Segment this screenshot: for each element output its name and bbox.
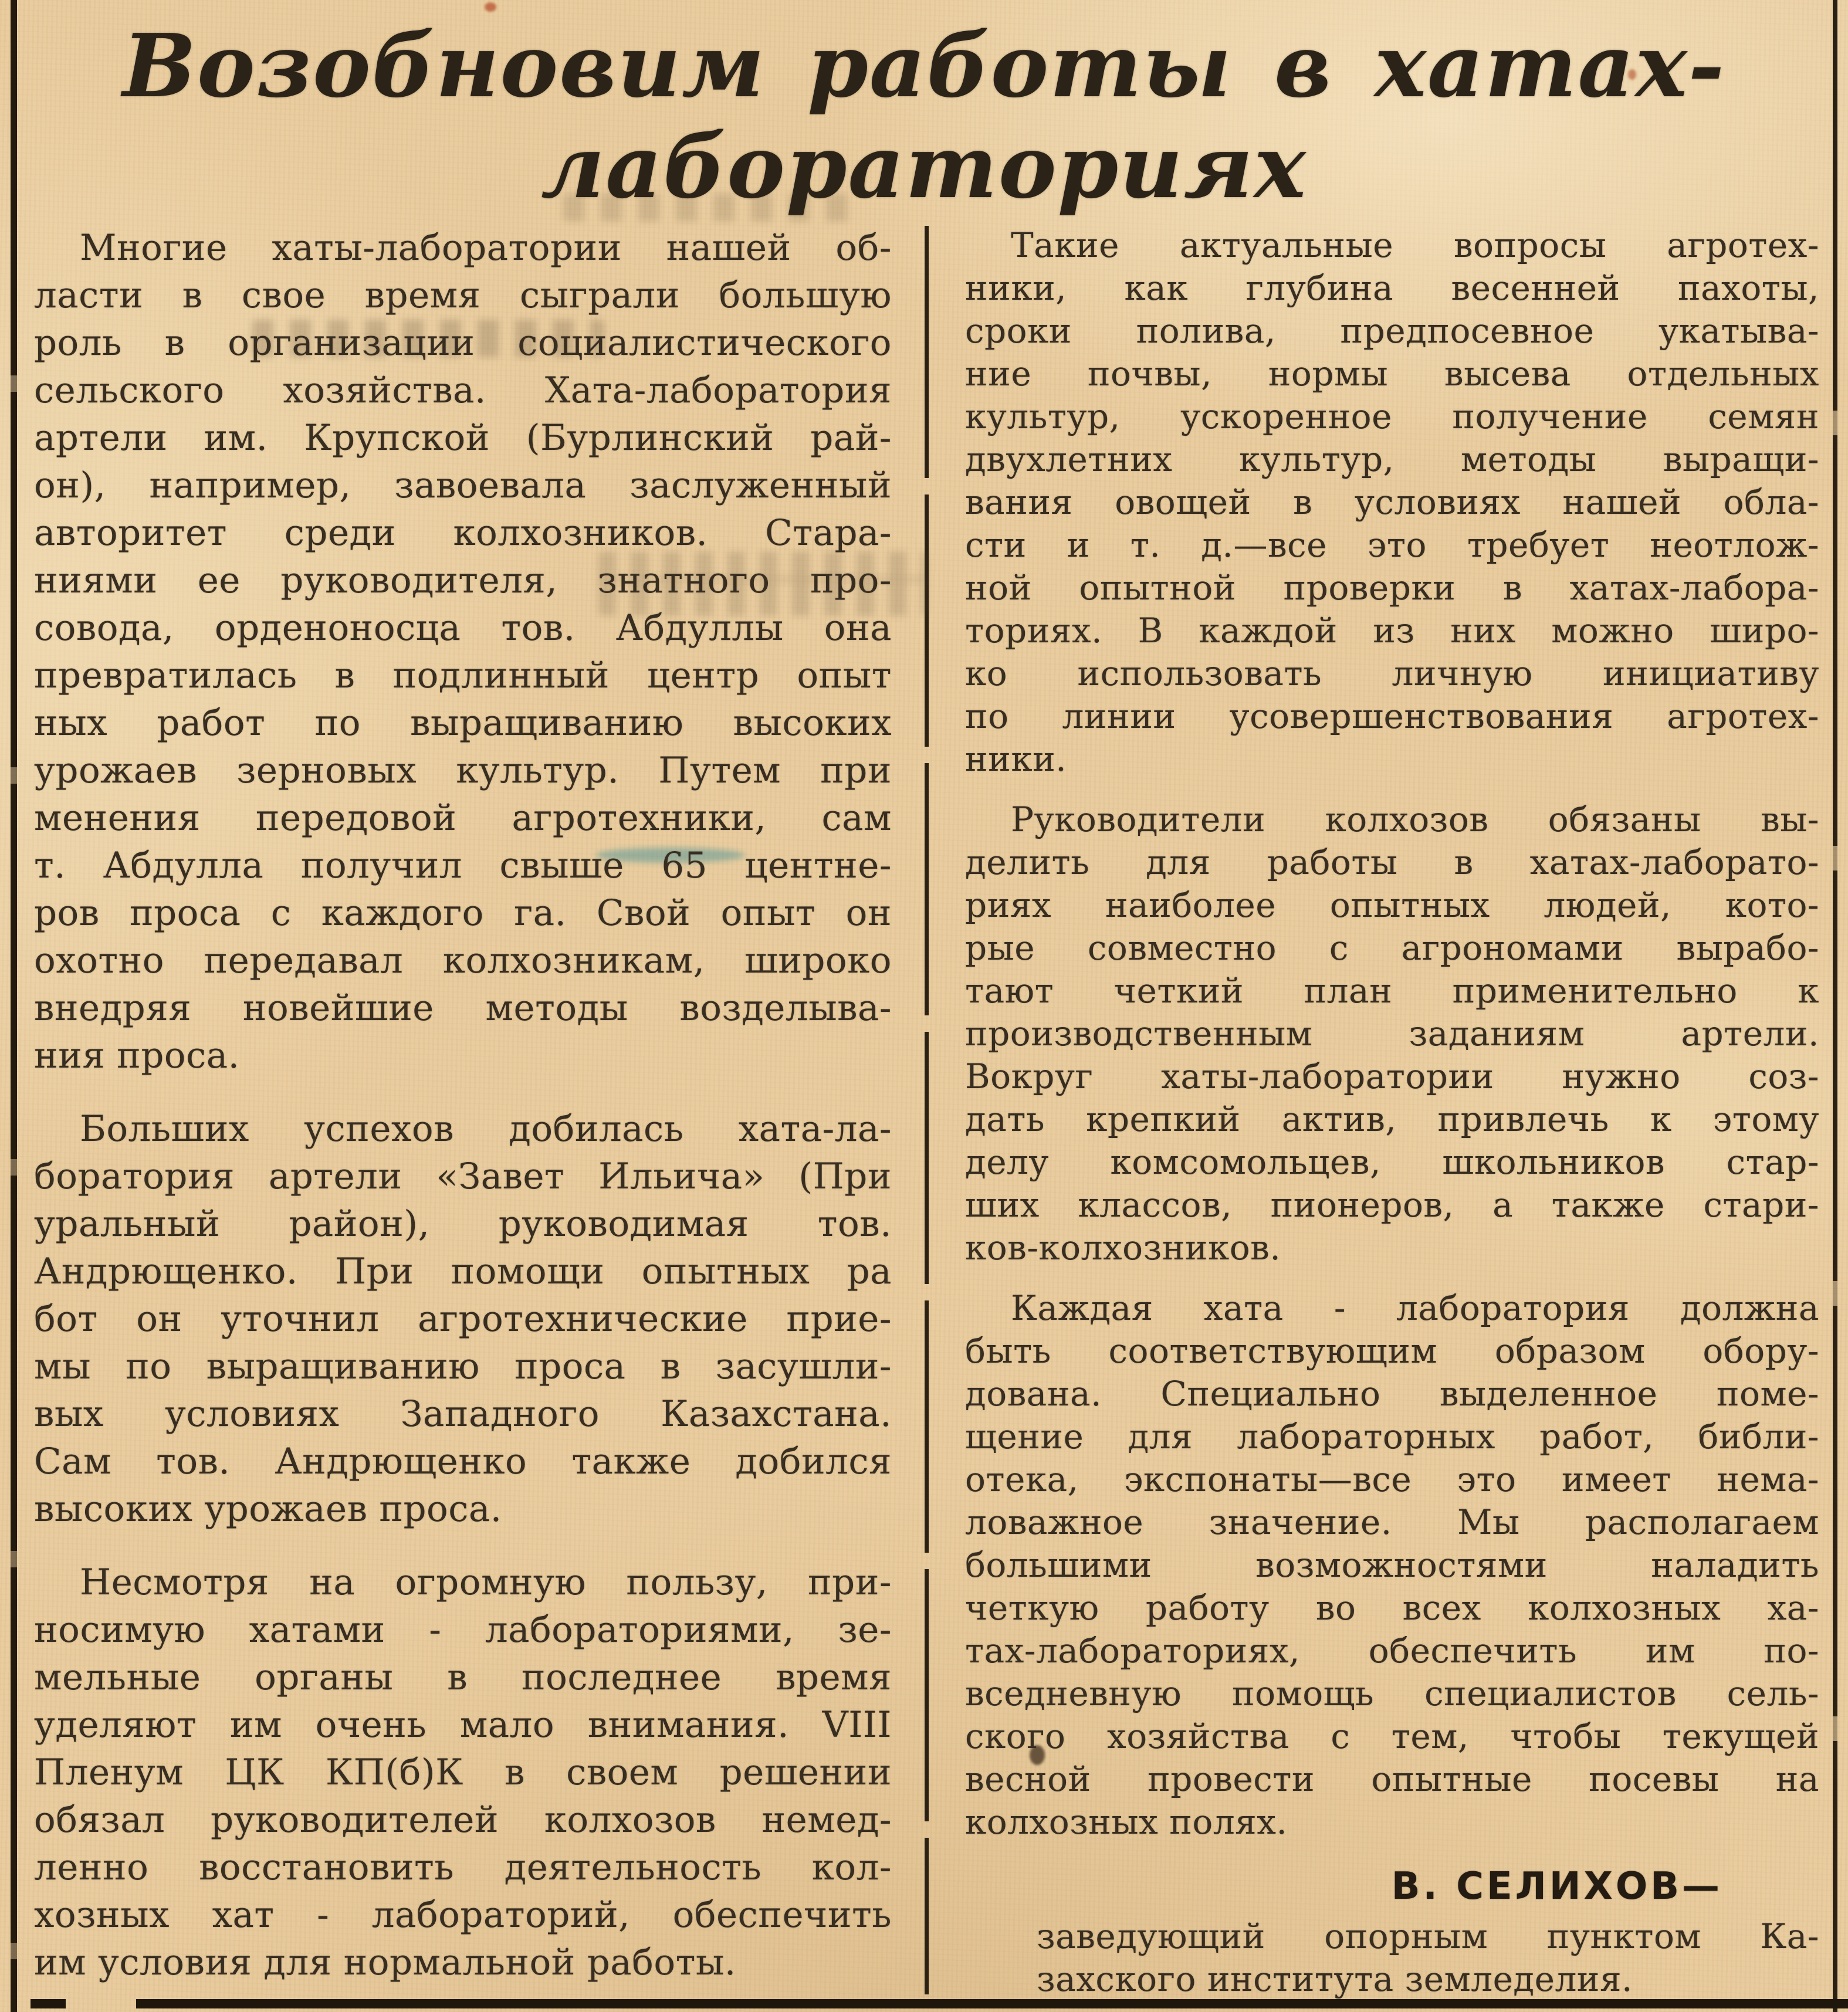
text-line: Каждая хата - лаборатория должна — [1011, 1288, 1819, 1328]
text-line: большими возможностями наладить — [965, 1545, 1819, 1585]
column-divider-rule — [925, 226, 929, 1994]
text-line: по линии усовершенствования агротех- — [965, 696, 1819, 736]
text-line: превратилась в подлинный центр опыт — [34, 655, 892, 696]
text-line: охотно передавал колхозникам, широко — [34, 940, 892, 981]
text-line: сти и т. д.—все это требует неотлож- — [965, 525, 1819, 565]
text-line: Несмотря на огромную пользу, при- — [80, 1561, 892, 1603]
paragraph — [34, 224, 892, 1079]
text-line: менения передовой агротехники, сам — [34, 797, 892, 839]
text-line: бот он уточнил агротехнические прие- — [34, 1298, 892, 1340]
text-line: урожаев зерновых культур. Путем при — [34, 750, 892, 791]
text-line: двухлетних культур, методы выращи- — [965, 439, 1819, 479]
text-line: сроки полива, предпосевное укатыва- — [965, 311, 1819, 351]
article-title-line-1: Возобновим работы в хатах- — [122, 15, 1726, 117]
text-line: весной провести опытные посевы на — [965, 1759, 1819, 1799]
right-border-rule — [1833, 0, 1837, 2012]
text-line: захского института земледелия. — [1037, 1959, 1633, 1999]
text-line: ров проса с каждого га. Свой опыт он — [34, 892, 892, 934]
text-line: дать крепкий актив, привлечь к этому — [965, 1099, 1819, 1139]
article-column-2-text — [965, 224, 1819, 1844]
text-line: ние почвы, нормы высева отдельных — [965, 354, 1819, 394]
text-line: уральный район), руководимая тов. — [34, 1203, 892, 1245]
text-line: колхозных полях. — [965, 1802, 1288, 1842]
text-line: Больших успехов добилась хата-ла- — [80, 1108, 892, 1150]
text-line: ных работ по выращиванию высоких — [34, 702, 892, 744]
text-line: ториях. В каждой из них можно широ- — [965, 611, 1819, 651]
text-line: вседневную помощь специалистов сель- — [965, 1674, 1819, 1713]
text-line: Руководители колхозов обязаны вы- — [1011, 800, 1819, 839]
text-line: Андрющенко. При помощи опытных ра — [34, 1251, 892, 1292]
text-line: ласти в свое время сыграли большую — [34, 275, 892, 316]
text-line: делу комсомольцев, школьников стар- — [965, 1142, 1819, 1182]
text-line: мельные органы в последнее время — [34, 1657, 892, 1698]
text-line: Многие хаты-лаборатории нашей об- — [80, 227, 892, 269]
text-line: роль в организации социалистического — [34, 322, 892, 364]
text-line: щение для лабораторных работ, библи- — [965, 1417, 1819, 1457]
text-line: совода, орденоносца тов. Абдуллы она — [34, 607, 892, 649]
text-line: дована. Специально выделенное поме- — [965, 1374, 1819, 1414]
text-line: Такие актуальные вопросы агротех- — [1011, 225, 1819, 265]
text-line: ловажное значение. Мы располагаем — [965, 1502, 1819, 1542]
text-line: т. Абдулла получил свыше 65 центне- — [34, 845, 892, 886]
paragraph — [965, 1287, 1819, 1844]
article-title-line-2: лабораториях — [541, 116, 1307, 218]
paragraph — [965, 798, 1819, 1269]
text-line: боратория артели «Завет Ильича» (При — [34, 1156, 892, 1197]
text-line: Сам тов. Андрющенко также добился — [34, 1441, 892, 1482]
article-column-2 — [965, 224, 1819, 2001]
text-line: авторитет среди колхозников. Стара- — [34, 512, 892, 554]
text-line: ния проса. — [34, 1035, 240, 1076]
text-line: культур, ускоренное получение семян — [965, 397, 1819, 436]
text-line: высоких урожаев проса. — [34, 1488, 502, 1530]
text-line: ники. — [965, 739, 1067, 779]
text-line: производственным заданиям артели. — [965, 1014, 1819, 1054]
text-line: мы по выращиванию проса в засушли- — [34, 1346, 892, 1387]
article-column-1 — [34, 224, 892, 2012]
text-line: хозных хат - лабораторий, обеспечить — [34, 1894, 892, 1936]
text-line: ского хозяйства с тем, чтобы текущей — [965, 1716, 1819, 1756]
text-line: отека, экспонаты—все это имеет нема- — [965, 1459, 1819, 1499]
text-line: носимую хатами - лабораториями, зе- — [34, 1609, 892, 1651]
text-line: ной опытной проверки в хатах-лабора- — [965, 568, 1819, 608]
text-line: обязал руководителей колхозов немед- — [34, 1799, 892, 1841]
text-line: ниями ее руководителя, знатного про- — [34, 560, 892, 601]
text-line: ко использовать личную инициативу — [965, 653, 1819, 693]
text-line: тают четкий план применительно к — [965, 971, 1819, 1011]
paragraph — [965, 224, 1819, 781]
text-line: Пленум ЦК КП(б)К в своем решении — [34, 1752, 892, 1793]
text-line: риях наиболее опытных людей, кото- — [965, 885, 1819, 925]
text-line: уделяют им очень мало внимания. VIII — [34, 1704, 892, 1746]
text-line: ники, как глубина весенней пахоты, — [965, 268, 1819, 308]
paper-speck — [485, 2, 496, 12]
text-line: сельского хозяйства. Хата-лаборатория — [34, 370, 892, 411]
text-line: четкую работу во всех колхозных ха- — [965, 1588, 1819, 1628]
text-line: Вокруг хаты-лаборатории нужно соз- — [965, 1056, 1819, 1096]
text-line: он), например, завоевала заслуженный — [34, 465, 892, 506]
text-line: ков-колхозников. — [965, 1228, 1281, 1268]
paragraph — [34, 1105, 892, 1533]
signature-affiliation — [965, 1915, 1819, 2001]
text-line: ленно восстановить деятельность кол- — [34, 1847, 892, 1888]
text-line: ших классов, пионеров, а также стари- — [965, 1185, 1819, 1225]
text-line: вых условиях Западного Казахстана. — [34, 1393, 892, 1435]
text-line: артели им. Крупской (Бурлинский рай- — [34, 417, 892, 459]
text-line: заведующий опорным пунктом Ка- — [1037, 1916, 1819, 1956]
text-line: вания овощей в условиях нашей обла- — [965, 482, 1819, 522]
signature-name: В. СЕЛИХОВ— — [1391, 1865, 1722, 1908]
text-line: делить для работы в хатах-лаборато- — [965, 842, 1819, 882]
text-line: рые совместно с агрономами вырабо- — [965, 928, 1819, 968]
text-line: внедряя новейшие методы возделыва- — [34, 987, 892, 1029]
text-line: им условия для нормальной работы. — [34, 1942, 736, 1983]
left-border-rule — [11, 0, 17, 2012]
article-title — [0, 15, 1848, 217]
text-line: быть соответствующим образом обору- — [965, 1331, 1819, 1371]
text-line: тах-лабораториях, обеспечить им по- — [965, 1631, 1819, 1671]
paragraph — [34, 1559, 892, 1986]
